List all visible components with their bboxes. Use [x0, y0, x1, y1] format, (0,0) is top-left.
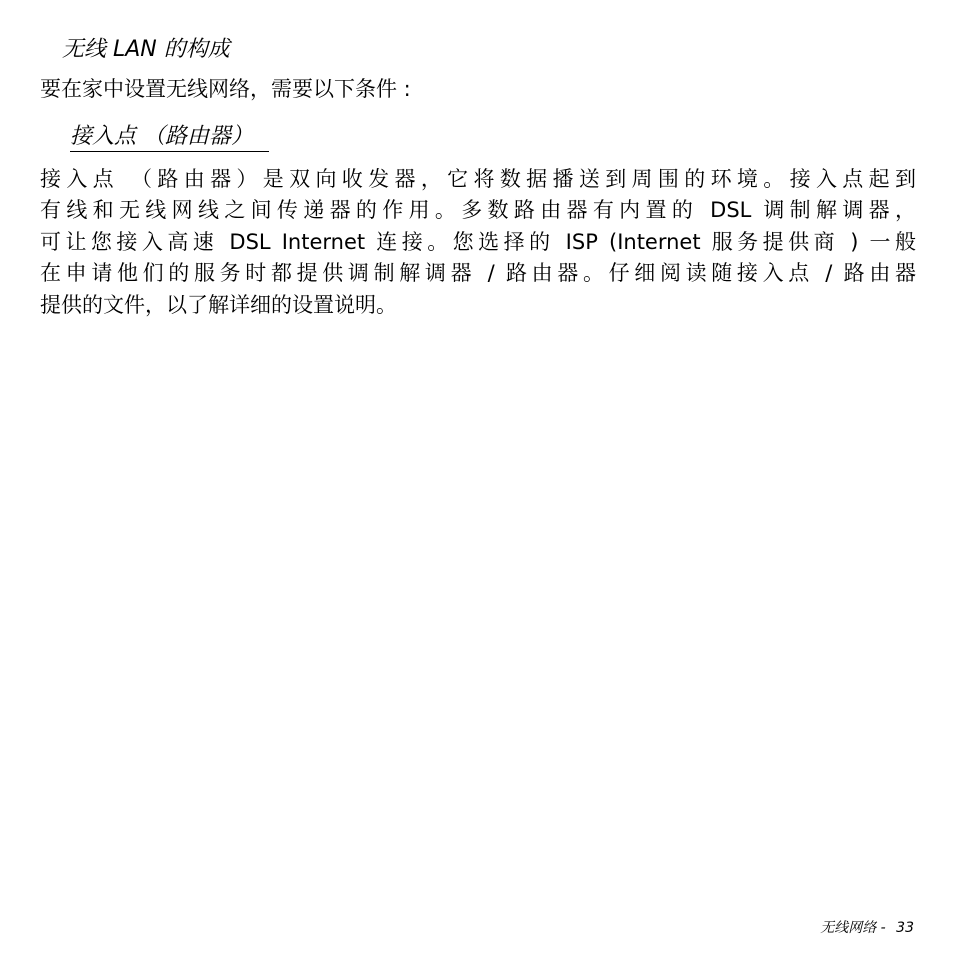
- page-footer: [820, 918, 914, 938]
- paragraph-line: 有线和无线网线之间传递器的作用。多数路由器有内置的 DSL 调制解调器，: [40, 198, 916, 223]
- footer-section-label: 无线网络 -: [820, 920, 886, 936]
- paragraph-line: 接入点 （路由器）是双向收发器，它将数据播送到周围的环境。接入点起到: [40, 167, 916, 191]
- paragraph-line: 提供的文件，以了解详细的设置说明。: [40, 292, 397, 317]
- intro-text: 要在家中设置无线网络，需要以下条件 :: [40, 77, 411, 101]
- access-point-paragraph: [40, 164, 916, 321]
- page-number: 33: [896, 920, 914, 936]
- paragraph-line: 在申请他们的服务时都提供调制解调器 / 路由器。仔细阅读随接入点 / 路由器: [40, 261, 916, 286]
- paragraph-line: 可让您接入高速 DSL Internet 连接。您选择的 ISP (Internet 服务提供商 ) 一般: [40, 229, 916, 254]
- subsection-heading-access-point: 接入点 （路由器）: [70, 123, 269, 152]
- section-heading-wireless-lan: 无线 LAN 的构成: [62, 37, 230, 62]
